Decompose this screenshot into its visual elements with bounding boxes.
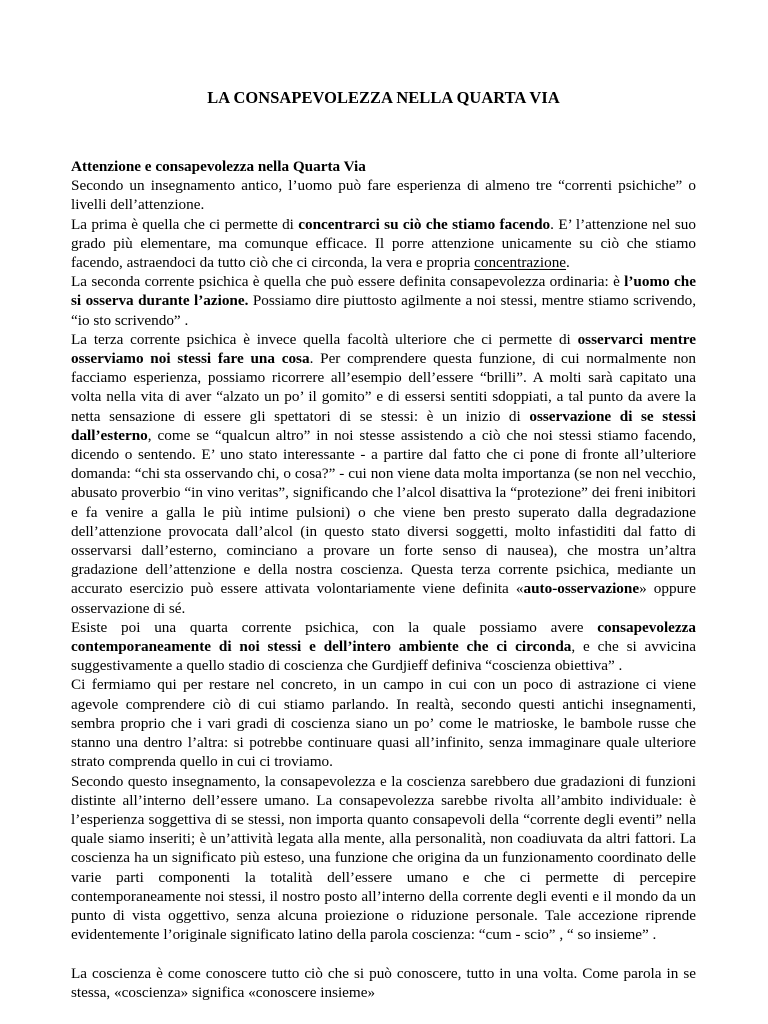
paragraph-2: La prima è quella che ci permette di concentrarci su ciò che stiamo facendo. E’ l’attenzione nel suo grado più elementare, ma comunque efficace. Il porre attenzione unicamente su ciò che stiamo facendo, astraendoci da tutto ciò che ci circonda, la vera e propria concentrazione. bbox=[71, 215, 696, 272]
underlined-term: concentrazione bbox=[474, 254, 567, 272]
paragraph-6: Ci fermiamo qui per restare nel concreto, in un campo in cui con un poco di astrazione ci viene agevole comprendere ciò di cui stiamo parlando. In realtà, secondo questi antichi insegnamenti, sembra proprio che i vari gradi di coscienza siano un po’ come le matrioske, le bambole russe che stanno una dentro l’altra: si potrebbe continuare quasi all’infinito, senza immaginare quale ulteriore strato comprenda quello in cui ci troviamo. bbox=[71, 676, 696, 771]
section-heading: Attenzione e consapevolezza nella Quarta Via bbox=[71, 158, 366, 175]
paragraph-4: La terza corrente psichica è invece quella facoltà ulteriore che ci permette di osservarci mentre osserviamo noi stessi fare una cosa. Per comprendere questa funzione, di cui normalmente non facciamo esperienza, possiamo ricorrere all’esempio dell’essere “brilli”. A molti sarà capitato una volta nella vita di aver “alzato un po’ il gomito” e di essersi sentiti sdoppiati, a tal punto da avere la netta sensazione di essere gli spettatori di se stessi: è un inizio di osservazione di se stessi dall’esterno, come se “qualcun altro” in noi stesse assistendo a ciò che noi stessi stiamo facendo, dicendo o sentendo. E’ uno stato interessante - a partire dal fatto che ci pone di fronte all’ulteriore domanda: “chi sta osservando chi, o cosa?” - cui non viene data molta importanza (se non nel vecchio, abusato proverbio “in vino veritas”, significando che l’alcol disattiva la “protezione” dei freni inibitori e fa venire a galla le più intime pulsioni) o che viene ben presto superato dalla degradazione dell’attenzione provocata dall’alcol (in questo stato diversi soggetti, molto infastiditi dal fatto di osservarsi dall’esterno, cominciano a provare un forte senso di nausea), che mostra un’altra gradazione dell’attenzione e della nostra coscienza. Questa terza corrente psichica, mediante un accurato esercizio può essere attivata volontariamente viene definita «auto-osservazione» oppure osservazione di sé. bbox=[71, 330, 696, 617]
document-title: LA CONSAPEVOLEZZA NELLA QUARTA VIA bbox=[207, 88, 560, 107]
paragraph-7: Secondo questo insegnamento, la consapevolezza e la coscienza sarebbero due gradazioni di funzioni distinte all’interno dell’essere umano. La consapevolezza sarebbe rivolta all’ambito individuale: è l’esperienza soggettiva di se stessi, non importa quanto consapevoli della “corrente degli eventi” nella quale siamo inseriti; è un’attività legata alla mente, alla personalità, non coadiuvata da altri fattori. La coscienza ha un significato più esteso, una funzione che origina da un funzionamento coordinato delle varie parti componenti la totalità dell’essere umano e che ci permette di percepire contemporaneamente noi stessi, il nostro posto all’interno della corrente degli eventi e il mondo da un punto di vista oggettivo, senza alcuna proiezione o riduzione personale. Tale accezione riprende evidentemente l’originale significato latino della parola coscienza: “cum - scio” , “ so insieme” . bbox=[71, 772, 696, 944]
paragraph-1: Secondo un insegnamento antico, l’uomo può fare esperienza di almeno tre “correnti psichiche” o livelli dell’attenzione. bbox=[71, 177, 696, 214]
paragraph-8: La coscienza è come conoscere tutto ciò che si può conoscere, tutto in una volta. Come parola in se stessa, «coscienza» significa «conoscere insieme» bbox=[71, 964, 696, 1001]
paragraph-3: La seconda corrente psichica è quella che può essere definita consapevolezza ordinaria: è l’uomo che si osserva durante l’azione. Possiamo dire piuttosto agilmente a noi stessi, mentre stiamo scrivendo, “io sto scrivendo” . bbox=[71, 273, 696, 329]
paragraph-5: Esiste poi una quarta corrente psichica, con la quale possiamo avere consapevolezza contemporaneamente di noi stessi e dell’intero ambiente che ci circonda, e che si avvicina suggestivamente a quello stadio di coscienza che Gurdjieff definiva “coscienza obiettiva” . bbox=[71, 618, 697, 675]
document-body bbox=[71, 157, 696, 1002]
paragraph-gap bbox=[71, 944, 696, 963]
